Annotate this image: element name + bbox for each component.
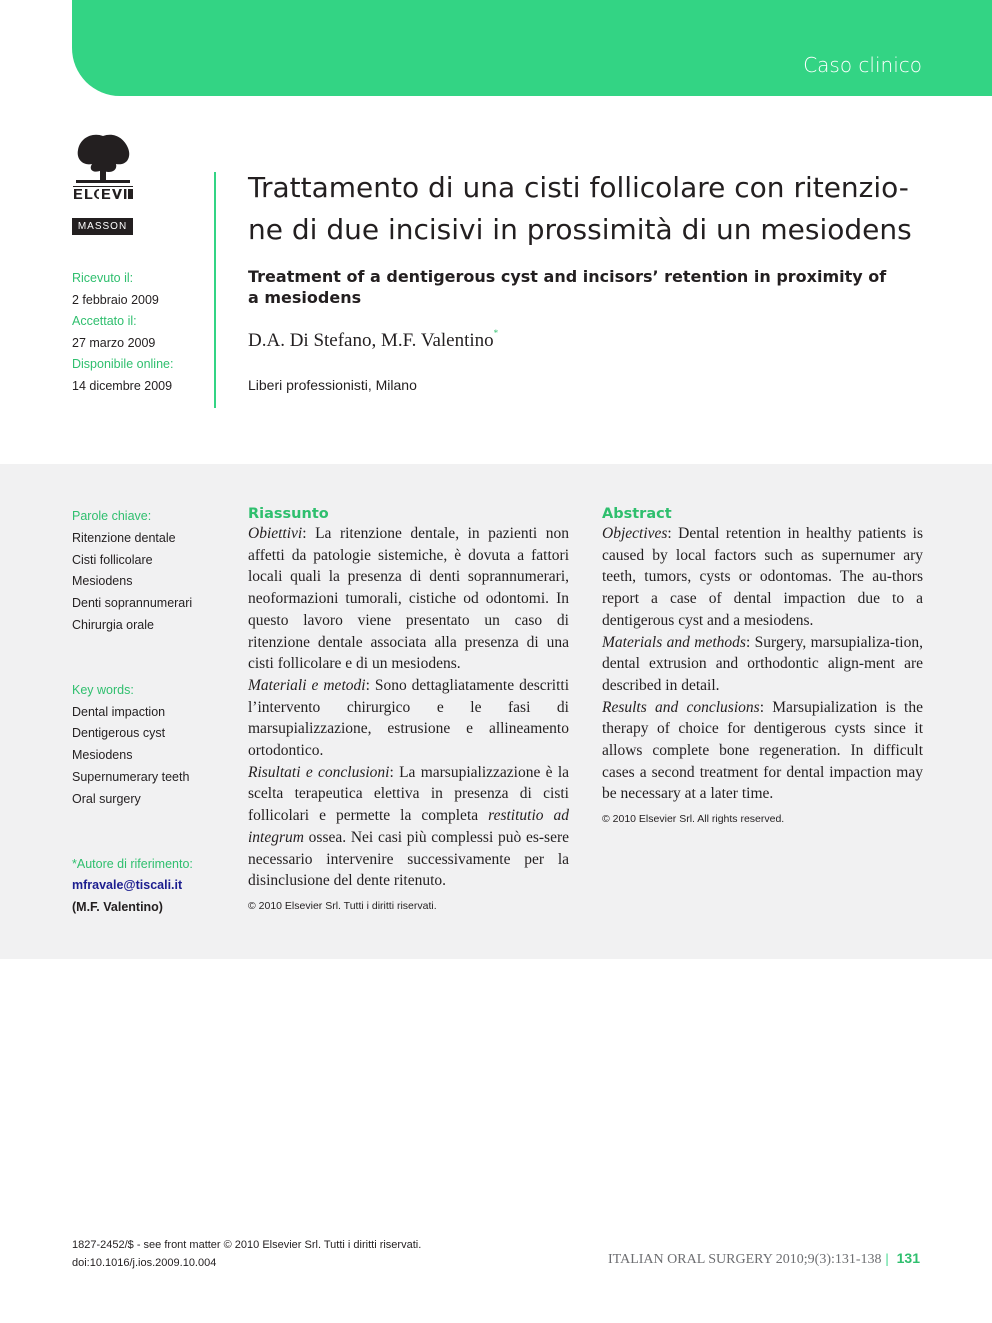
corresponding-email-link[interactable]: mfravale@tiscali.it — [72, 878, 183, 893]
section-label: Caso clinico — [803, 53, 922, 77]
keyword-it: Ritenzione dentale — [72, 530, 176, 545]
abstract-res-text: : Marsupialization is the therapy of choice for dentigerous cysts since it allows complete bone regeneration. In difficult cases a second treatment for dental impaction may be necessary at a later time. — [602, 698, 923, 803]
keyword-it: Chirurgia orale — [72, 617, 154, 632]
footer-right — [608, 1250, 920, 1268]
journal-citation: ITALIAN ORAL SURGERY 2010;9(3):131-138 — [608, 1252, 882, 1267]
footer-left — [72, 1236, 421, 1272]
corresponding-label: *Autore di riferimento: — [72, 856, 193, 871]
online-date: 14 dicembre 2009 — [72, 378, 173, 393]
article-title: Trattamento di una cisti follicolare con ritenzio-ne di due incisivi in prossimità di un mesiodens — [248, 171, 912, 246]
riassunto-res-text: : La marsupializzazione è la scelta terapeutica elettiva in presenza di cisti follicolari e permette la completa — [248, 763, 569, 825]
riassunto-copyright: © 2010 Elsevier Srl. Tutti i diritti riservati. — [248, 899, 437, 912]
keyword-it: Cisti follicolare — [72, 552, 153, 567]
received-date: 2 febbraio 2009 — [72, 292, 159, 307]
abstract-mat-text: : Surgery, marsupializa-tion, dental extrusion and orthodontic align-ment are described in detail. — [602, 633, 923, 694]
keywords-it-label: Parole chiave: — [72, 509, 152, 523]
keyword-en: Supernumerary teeth — [72, 769, 190, 784]
doi-link[interactable]: doi:10.1016/j.ios.2009.10.004 — [72, 1257, 217, 1269]
accepted-date: 27 marzo 2009 — [72, 335, 156, 350]
riassunto-res-italic: restitutio ad integrum — [248, 807, 569, 846]
abstract-mat-label: Materials and methods — [602, 633, 746, 651]
abstract-res-label: Results and conclusions — [602, 698, 760, 716]
keyword-en: Dental impaction — [72, 704, 166, 719]
riassunto-mat-label: Materiali e metodi — [248, 676, 366, 694]
online-label: Disponibile online: — [72, 357, 174, 372]
riassunto-mat-text: : Sono dettagliatamente descritti l’intervento chirurgico e le fasi di marsupializzazione, estrusione e allineamento ortodontico. — [248, 676, 569, 760]
page-number: 131 — [896, 1250, 920, 1266]
riassunto-methods — [248, 675, 569, 762]
article-authors — [248, 328, 498, 352]
abstract-results — [602, 697, 923, 806]
keyword-en: Oral surgery — [72, 791, 141, 806]
divider-line — [214, 172, 216, 408]
affiliation: Liberi professionisti, Milano — [248, 377, 417, 393]
abstract-methods — [602, 632, 923, 697]
keywords-en-label: Key words: — [72, 682, 134, 697]
corresponding-mark: * — [493, 328, 499, 338]
elsevier-logo-icon — [72, 128, 134, 200]
abstract-obj-label: Objectives — [602, 525, 668, 542]
riassunto-results — [248, 762, 569, 892]
issn-line: 1827-2452/$ - see front matter © 2010 Elsevier Srl. Tutti i diritti riservati. — [72, 1239, 422, 1251]
abstract-heading: Abstract — [602, 506, 672, 522]
abstract-column — [602, 506, 923, 831]
keywords-column — [72, 506, 193, 919]
authors-text: D.A. Di Stefano, M.F. Valentino — [248, 330, 494, 351]
riassunto-obj-label: Obiettivi — [248, 525, 303, 542]
keyword-en: Mesiodens — [72, 748, 133, 763]
riassunto-column — [248, 506, 569, 918]
footer-separator: | — [885, 1252, 889, 1267]
abstract-copyright: © 2010 Elsevier Srl. All rights reserved. — [602, 813, 785, 826]
riassunto-res-label: Risultati e conclusioni — [248, 763, 390, 781]
keyword-en: Dentigerous cyst — [72, 726, 166, 741]
accepted-label: Accettato il: — [72, 314, 137, 329]
section-banner — [72, 0, 992, 96]
keyword-it: Mesiodens — [72, 574, 133, 589]
elsevier-wordmark — [73, 186, 133, 199]
riassunto-objectives — [248, 523, 569, 675]
riassunto-heading: Riassunto — [248, 506, 329, 522]
abstract-objectives — [602, 523, 923, 632]
keyword-it: Denti soprannumerari — [72, 596, 193, 611]
riassunto-obj-text: : La ritenzione dentale, in pazienti non affetti da patologie sistemiche, è dovuta a fattori locali quali la presenza di denti soprannumerari, neoformazioni tumorali, cistiche od odontomi. In questo lavoro viene presentato un caso di ritenzione dentale associata alla presenza di una cisti follicolare e di un mesiodens. — [248, 525, 569, 673]
corresponding-name: (M.F. Valentino) — [72, 900, 163, 915]
abstract-obj-text: : Dental retention in healthy patients is caused by local factors such as supernumer ary teeth, tumors, cysts or odontomas. The au-thors report a case of dental impaction due to a dentigerous cyst and a mesiodens. — [602, 525, 923, 629]
article-subtitle: Treatment of a dentigerous cyst and incisors’ retention in proximity of a mesiodens — [248, 267, 887, 307]
article-dates — [72, 268, 173, 398]
riassunto-res-text-2: ossea. Nei casi più complessi può es-sere necessario intervenire successivamente per la disinclusione del dente ritenuto. — [248, 828, 569, 890]
masson-label: MASSON — [72, 218, 133, 235]
received-label: Ricevuto il: — [72, 271, 134, 285]
